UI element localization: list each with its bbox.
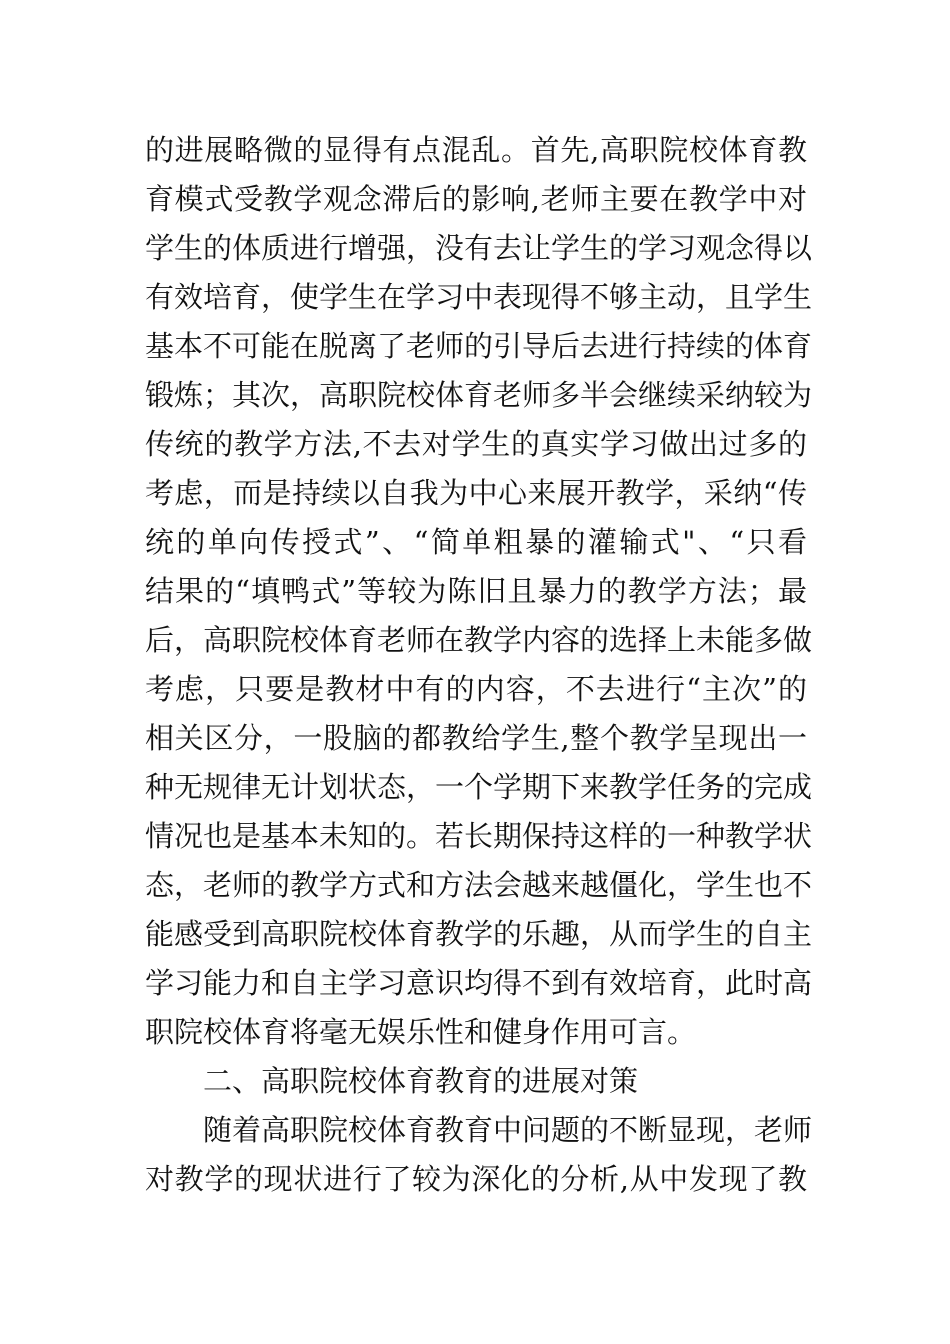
body-line: 能感受到高职院校体育教学的乐趣，从而学生的自主 xyxy=(145,917,813,951)
body-line: 有效培育，使学生在学习中表现得不够主动，且学生 xyxy=(145,280,813,314)
body-line: 统的单向传授式”、“简单粗暴的灌输式"、“只看 xyxy=(145,525,807,559)
body-line: 传统的教学方法,不去对学生的真实学习做出过多的 xyxy=(145,427,807,461)
body-line: 随着高职院校体育教育中问题的不断显现，老师 xyxy=(203,1113,813,1147)
body-line: 结果的“填鸭式”等较为陈旧且暴力的教学方法；最 xyxy=(145,574,807,608)
body-line: 态，老师的教学方式和方法会越来越僵化，学生也不 xyxy=(145,868,813,902)
body-line: 学习能力和自主学习意识均得不到有效培育，此时高 xyxy=(145,966,813,1000)
body-line: 的进展略微的显得有点混乱。首先,高职院校体育教 xyxy=(145,133,807,167)
body-line: 情况也是基本未知的。若长期保持这样的一种教学状 xyxy=(145,819,813,853)
body-line: 考虑，只要是教材中有的内容，不去进行“主次”的 xyxy=(145,672,807,706)
body-line: 种无规律无计划状态，一个学期下来教学任务的完成 xyxy=(145,770,813,804)
section-heading: 二、高职院校体育教育的进展对策 xyxy=(203,1064,639,1098)
body-line: 锻炼；其次，高职院校体育老师多半会继续采纳较为 xyxy=(145,378,813,412)
body-line: 后，高职院校体育老师在教学内容的选择上未能多做 xyxy=(145,623,813,657)
body-line: 育模式受教学观念滞后的影响,老师主要在教学中对 xyxy=(145,182,807,216)
document-body xyxy=(145,126,813,1204)
body-line: 考虑，而是持续以自我为中心来展开教学，采纳“传 xyxy=(145,476,807,510)
body-line: 职院校体育将毫无娱乐性和健身作用可言。 xyxy=(145,1015,697,1049)
body-line: 相关区分，一股脑的都教给学生,整个教学呈现出一 xyxy=(145,721,807,755)
body-line: 学生的体质进行增强，没有去让学生的学习观念得以 xyxy=(145,231,813,265)
body-line: 基本不可能在脱离了老师的引导后去进行持续的体育 xyxy=(145,329,813,363)
body-line: 对教学的现状进行了较为深化的分析,从中发现了教 xyxy=(145,1162,807,1196)
